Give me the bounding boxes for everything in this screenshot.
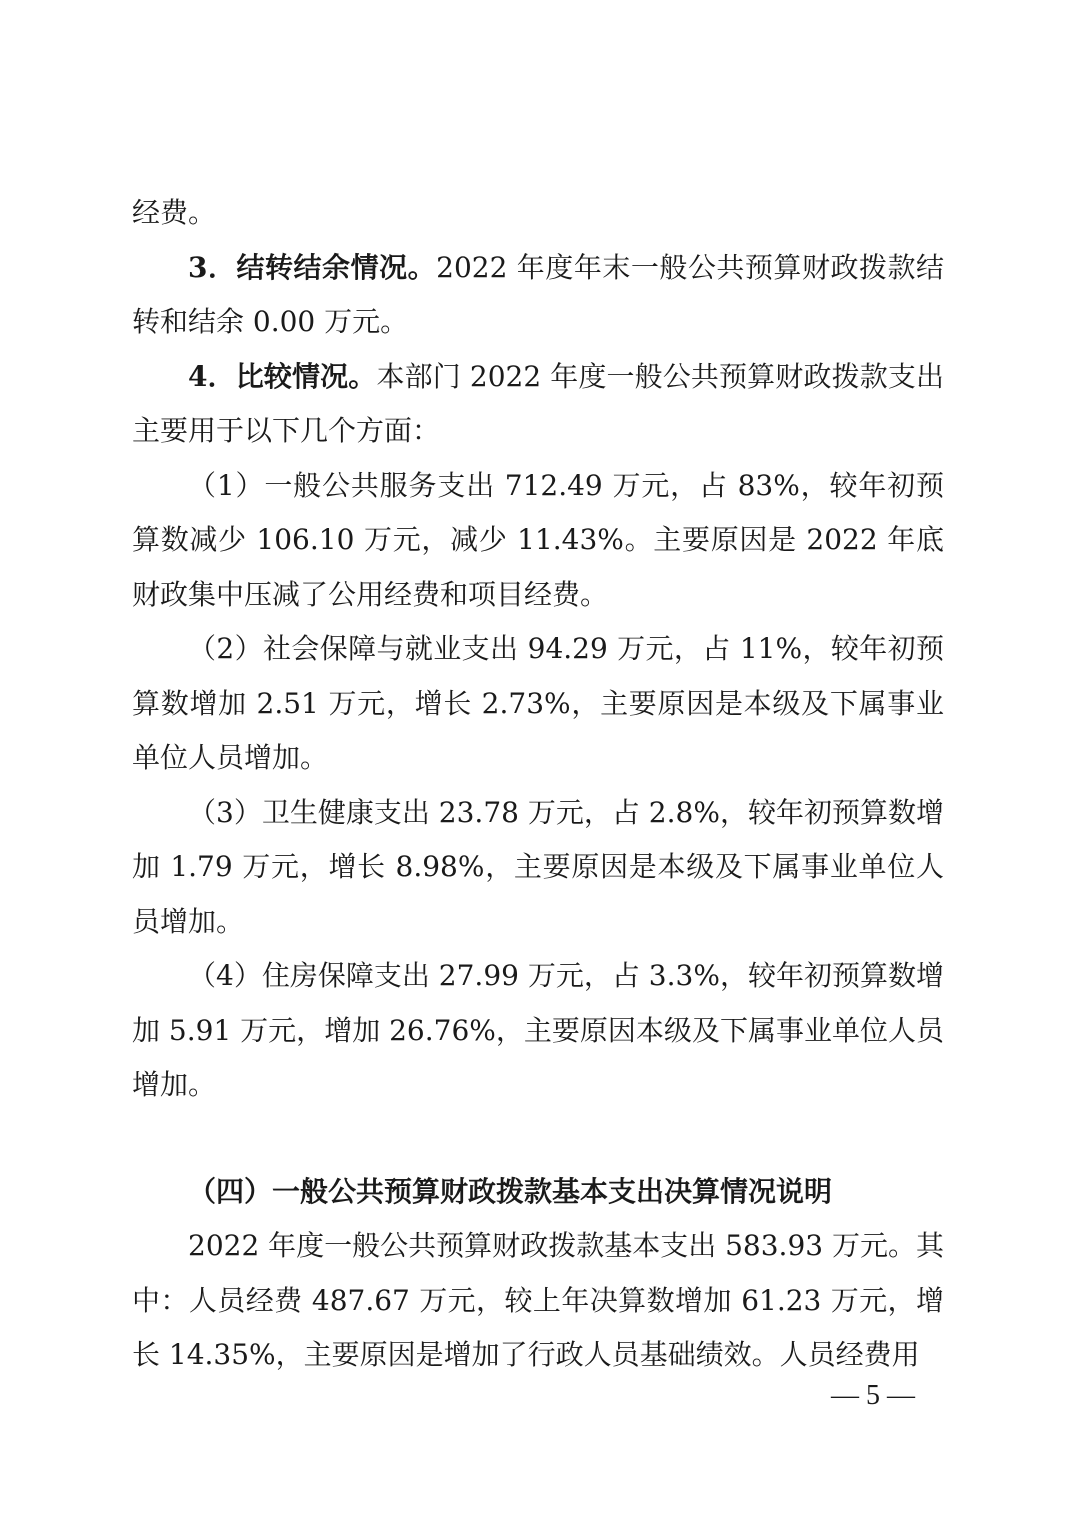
paragraph-social-security: （2）社会保障与就业支出 94.29 万元，占 11%，较年初预算数增加 2.51 万元，增长 2.73%，主要原因是本级及下属事业单位人员增加。 bbox=[132, 632, 944, 774]
paragraph-text: 2022 年度年末一般公共预算财政拨款结转和结余 0.00 万元。 bbox=[132, 250, 944, 338]
paragraph-text: 本部门 2022 年度一般公共预算财政拨款支出主要用于以下几个方面： bbox=[132, 359, 945, 447]
paragraph-comparison bbox=[132, 350, 944, 459]
paragraph-housing: （4）住房保障支出 27.99 万元，占 3.3%，较年初预算数增加 5.91 万元，增加 26.76%，主要原因本级及下属事业单位人员增加。 bbox=[132, 959, 944, 1101]
section-paragraph: 2022 年度一般公共预算财政拨款基本支出 583.93 万元。其中：人员经费 487.67 万元，较上年决算数增加 61.23 万元，增长 14.35%，主要原因是增加了行政人员基础绩效。人员经费用 bbox=[132, 1229, 944, 1371]
paragraph-health: （3）卫生健康支出 23.78 万元，占 2.8%，较年初预算数增加 1.79 万元，增长 8.98%，主要原因是本级及下属事业单位人员增加。 bbox=[132, 795, 944, 938]
page-number bbox=[0, 1380, 1075, 1412]
section-heading: （四）一般公共预算财政拨款基本支出决算情况说明 bbox=[188, 1174, 833, 1208]
paragraph-lead: 3．结转结余情况。 bbox=[188, 250, 437, 284]
paragraph-carryover-balance bbox=[132, 241, 944, 350]
page-number-text: — 5 — bbox=[831, 1380, 915, 1411]
document-body bbox=[132, 186, 944, 1383]
paragraph-general-public-services: （1）一般公共服务支出 712.49 万元，占 83%，较年初预算数减少 106.10 万元，减少 11.43%。主要原因是 2022 年底财政集中压减了公用经费和项目经费。 bbox=[132, 468, 944, 611]
continuation-text: 经费。 bbox=[132, 196, 217, 229]
paragraph-lead: 4．比较情况。 bbox=[188, 359, 377, 393]
